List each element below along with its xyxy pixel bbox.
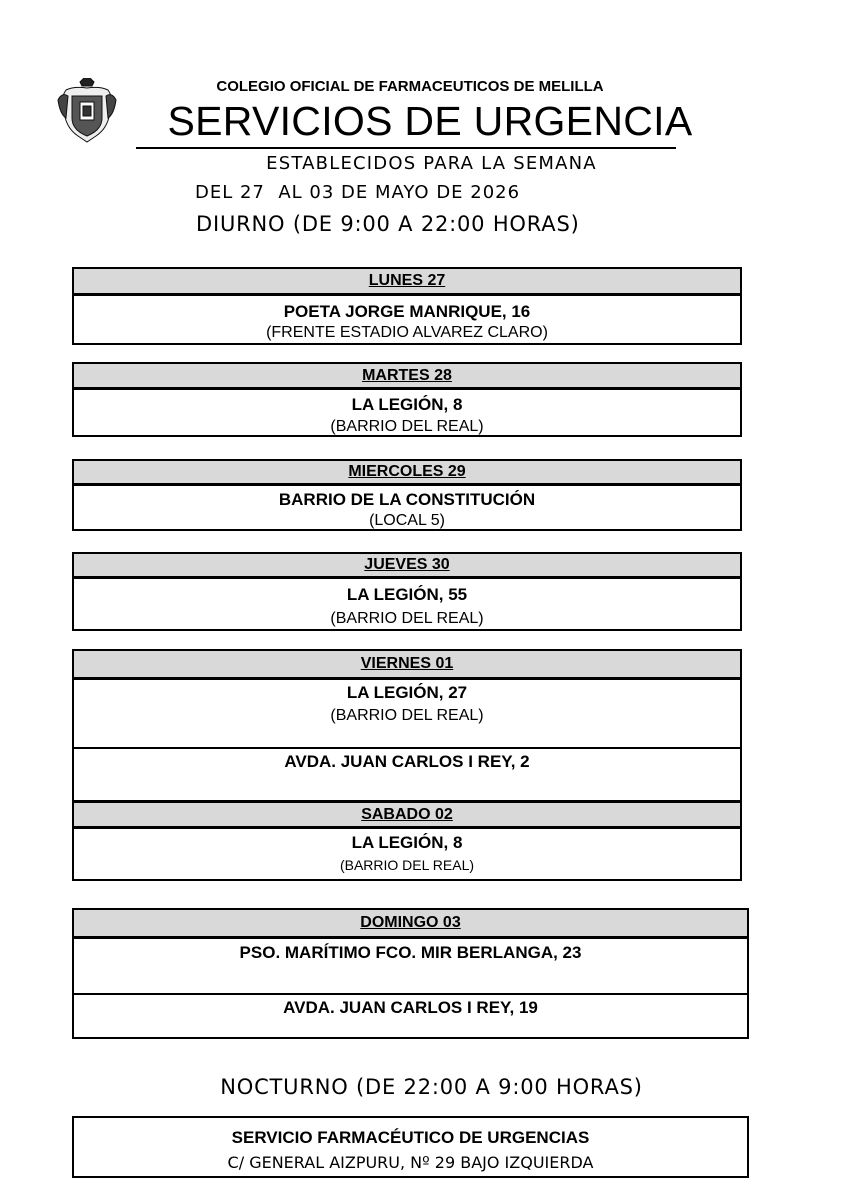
pharmacy-address: AVDA. JUAN CARLOS I REY, 19: [283, 998, 538, 1017]
pharmacy-note: (BARRIO DEL REAL): [330, 610, 484, 627]
day-box-lunes: [72, 294, 742, 345]
day-header-domingo: DOMINGO 03: [72, 908, 749, 938]
pharmacy-note: (FRENTE ESTADIO ALVAREZ CLARO): [266, 324, 548, 341]
pharmacy-address: LA LEGIÓN, 27: [346, 683, 468, 702]
night-service-box: [72, 1116, 749, 1178]
pharmacy-note: (BARRIO DEL REAL): [339, 857, 475, 873]
day-shift-heading: DIURNO (DE 9:00 A 22:00 HORAS): [196, 212, 580, 236]
pharmacy-note: (BARRIO DEL REAL): [330, 707, 484, 724]
day-header-miercoles: MIERCOLES 29: [72, 459, 742, 485]
day-box-martes: [72, 388, 742, 437]
day-header-martes: MARTES 28: [72, 362, 742, 389]
day-box-jueves: [72, 577, 742, 631]
pharmacy-address: LA LEGIÓN, 8: [351, 833, 463, 852]
day-header-lunes: LUNES 27: [72, 267, 742, 295]
pharmacy-address: POETA JORGE MANRIQUE, 16: [283, 302, 531, 321]
week-dates: DEL 27 AL 03 DE MAYO DE 2026: [195, 182, 521, 203]
pharmacy-address: PSO. MARÍTIMO FCO. MIR BERLANGA, 23: [239, 943, 582, 962]
pharmacy-note: (LOCAL 5): [369, 512, 445, 529]
day-box-sabado: [72, 827, 742, 881]
pharmacy-address: LA LEGIÓN, 8: [351, 395, 463, 414]
established-text: ESTABLECIDOS PARA LA SEMANA: [266, 153, 597, 174]
day-box-miercoles: [72, 484, 742, 531]
pharmacy-address: AVDA. JUAN CARLOS I REY, 2: [284, 752, 530, 771]
organization-name: COLEGIO OFICIAL DE FARMACEUTICOS DE MELILLA: [216, 78, 604, 95]
pharmacy-note: (BARRIO DEL REAL): [330, 418, 484, 435]
night-service-name: SERVICIO FARMACÉUTICO DE URGENCIAS: [231, 1128, 590, 1147]
pharmacy-address: LA LEGIÓN, 55: [346, 585, 468, 604]
day-header-viernes: VIERNES 01: [72, 649, 742, 679]
coat-of-arms-icon: [56, 78, 118, 144]
day-box-domingo: [72, 937, 749, 1039]
entry-divider: [74, 747, 740, 749]
day-header-jueves: JUEVES 30: [72, 552, 742, 578]
night-shift-heading: NOCTURNO (DE 22:00 A 9:00 HORAS): [220, 1075, 643, 1099]
day-box-viernes: [72, 678, 742, 802]
pharmacy-address: BARRIO DE LA CONSTITUCIÓN: [278, 490, 536, 509]
page-title: SERVICIOS DE URGENCIA: [167, 98, 693, 144]
day-header-sabado: SABADO 02: [72, 801, 742, 828]
title-underline: [136, 147, 676, 149]
entry-divider: [74, 993, 747, 995]
night-service-address: C/ GENERAL AIZPURU, Nº 29 BAJO IZQUIERDA: [227, 1153, 594, 1172]
